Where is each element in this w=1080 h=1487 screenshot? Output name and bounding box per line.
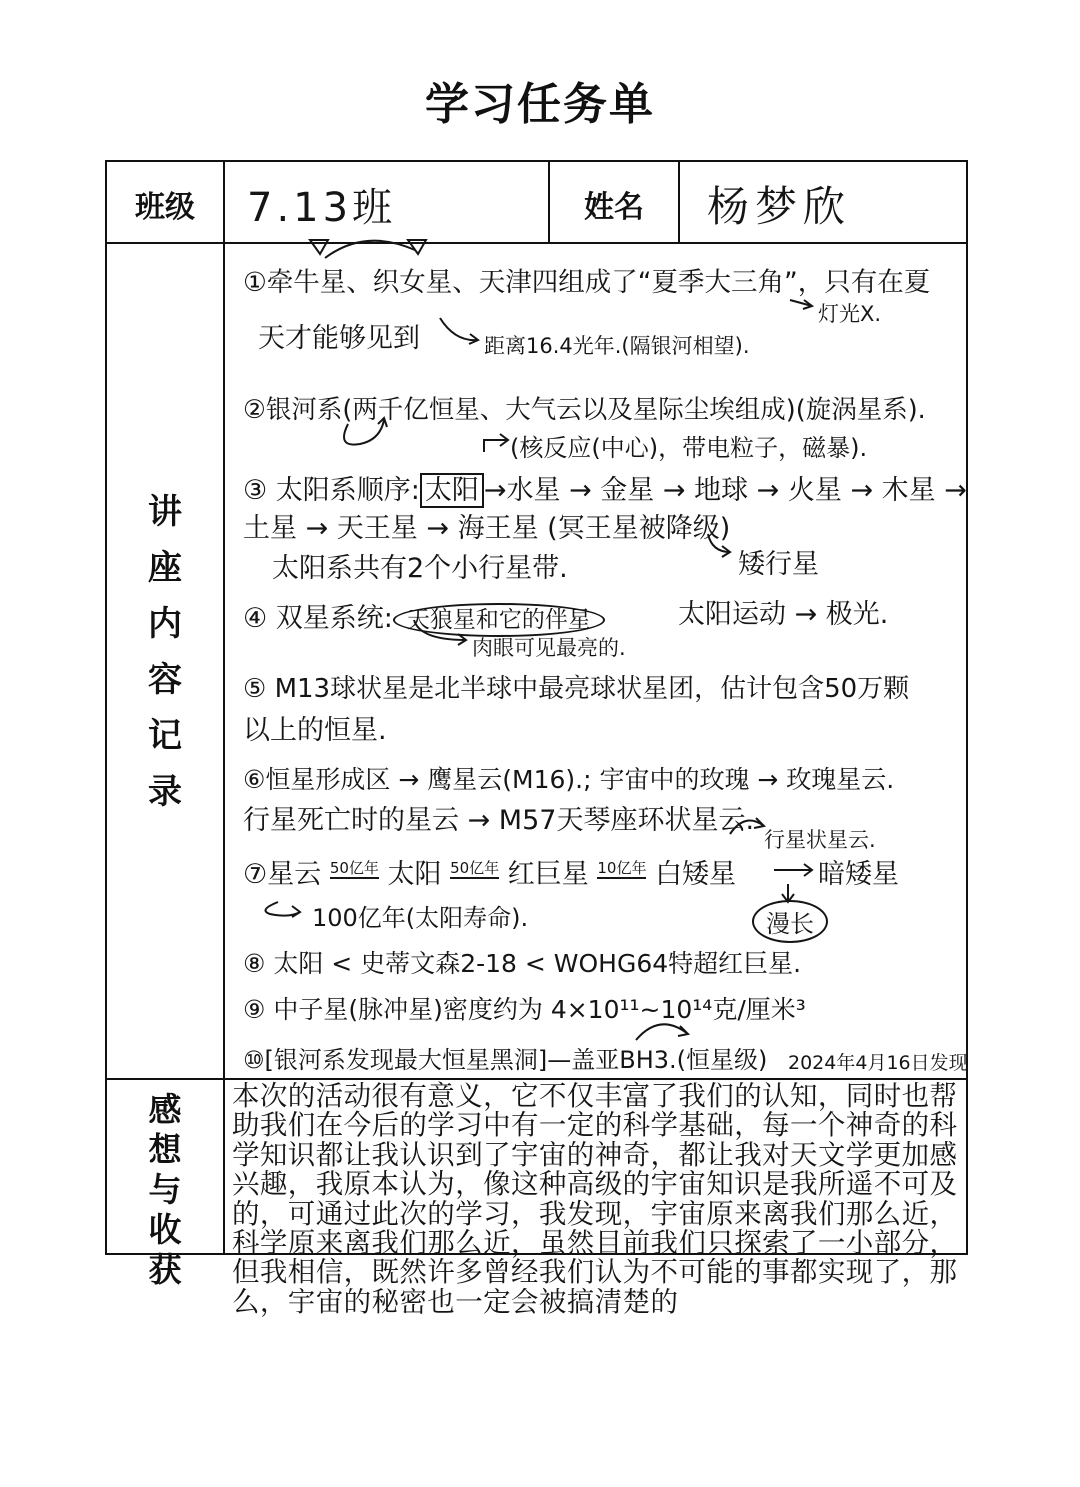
item-7-long: 漫长 [752, 900, 828, 943]
item-8: ⑧ 太阳 < 史蒂文森2-18 < WOHG64特超红巨星. [243, 949, 802, 978]
item-10-main: ⑩[银河系发现最大恒星黑洞] [243, 1046, 548, 1074]
lecture-label-char: 容 [148, 660, 182, 700]
lecture-label-char: 内 [148, 604, 182, 644]
item-4-prefix: ④ 双星系统: [243, 603, 393, 634]
item-2-line-2: (核反应(中心)，带电粒子，磁暴). [510, 434, 868, 462]
item-3-line-3: 太阳系共有2个小行星带. [272, 553, 568, 584]
item-3-planets: →水星 → 金星 → 地球 → 火星 → 木星 → [483, 475, 967, 506]
item-10-date: 2024年4月16日发现 [788, 1052, 968, 1074]
item-7-white-dwarf: 白矮星 [655, 859, 737, 890]
item-7-span-b: 50亿年 [450, 859, 500, 877]
item-3-line-2: 土星 → 天王星 → 海王星 (冥王星被降级) [243, 513, 731, 544]
item-5-line-1: ⑤ M13球状星是北半球中最亮球状星团，估计包含50万颗 [243, 674, 910, 704]
arrow-vega-altair [325, 241, 415, 258]
lecture-label-char: 记 [148, 716, 182, 756]
class-value: 7.13班 [247, 185, 397, 231]
item-7-span-c: 10亿年 [597, 859, 647, 877]
arrow-sirius [414, 620, 466, 640]
reflection-text: 本次的活动很有意义，它不仅丰富了我们的认知，同时也帮助我们在今后的学习中有一定的科学基础，每一个神奇的科学知识都让我认识到了宇宙的神奇，都让我对天文学更加感兴趣，我原本认为，像这种高级的宇宙知识是我所遥不可及的，可通过此次的学习，我发现，宇宙原来离我们那么近，科学原来离我们那么近，虽然目前我们只探索了一小部分，但我相信，既然许多曾经我们认为不可能的事都实现了，那么，宇宙的秘密也一定会被搞清楚的 [232, 1080, 958, 1318]
item-1-note-distance: 距离16.4光年.(隔银河相望). [484, 334, 750, 358]
item-1-line-1: ①牵牛星、织女星、天津四组成了“夏季大三角”，只有在夏 [243, 267, 931, 298]
item-1-note-light: 灯光X. [818, 302, 882, 326]
name-label: 姓名 [584, 190, 644, 225]
item-1-line-2: 天才能够见到 [258, 323, 420, 354]
item-6-line-2: 行星死亡时的星云 → M57天琴座环状星云. [243, 805, 755, 836]
item-3-sun: 太阳 [420, 473, 484, 508]
page-title: 学习任务单 [425, 79, 655, 130]
item-7-span-a: 50亿年 [329, 859, 379, 877]
item-10-name: —盖亚BH3.(恒星级) [547, 1046, 768, 1074]
item-9: ⑨ 中子星(脉冲星)密度约为 4×10¹¹~10¹⁴克/厘米³ [243, 995, 806, 1024]
reflection-label-char: 获 [148, 1250, 182, 1289]
lecture-label-char: 座 [148, 548, 182, 588]
reflection-label-char: 与 [148, 1170, 182, 1209]
item-5-line-2: 以上的恒星. [243, 715, 387, 746]
lecture-label-char: 录 [148, 772, 182, 812]
lecture-label-char: 讲 [148, 492, 182, 532]
marker-altair [310, 240, 328, 254]
reflection-label-char: 收 [148, 1210, 182, 1249]
item-4-star: 天狼星和它的伴星 [393, 603, 605, 637]
item-3-prefix: ③ 太阳系顺序: [243, 475, 420, 506]
item-6-note: 行星状星云. [764, 828, 876, 852]
item-7-black-dwarf: 暗矮星 [818, 859, 899, 890]
name-value: 杨梦欣 [707, 182, 852, 231]
reflection-label-char: 想 [148, 1130, 182, 1169]
item-7-nebula: ⑦星云 [243, 859, 322, 890]
item-2-line-1: ②银河系(两千亿恒星、大气云以及星际尘埃组成)(旋涡星系). [243, 395, 926, 425]
class-label: 班级 [135, 190, 195, 225]
item-4-note: 肉眼可见最亮的. [472, 636, 626, 660]
item-7-red-giant: 红巨星 [507, 859, 589, 890]
item-4-sun-motion: 太阳运动 → 极光. [678, 599, 889, 630]
marker-vega [408, 240, 426, 254]
item-7-line-2: 100亿年(太阳寿命). [312, 904, 529, 932]
item-7-sun: 太阳 [387, 859, 442, 890]
reflection-label-char: 感 [148, 1090, 182, 1129]
item-3-note-dwarf: 矮行星 [738, 549, 819, 580]
item-6-line-1: ⑥恒星形成区 → 鹰星云(M16).; 宇宙中的玫瑰 → 玫瑰星云. [243, 765, 895, 794]
